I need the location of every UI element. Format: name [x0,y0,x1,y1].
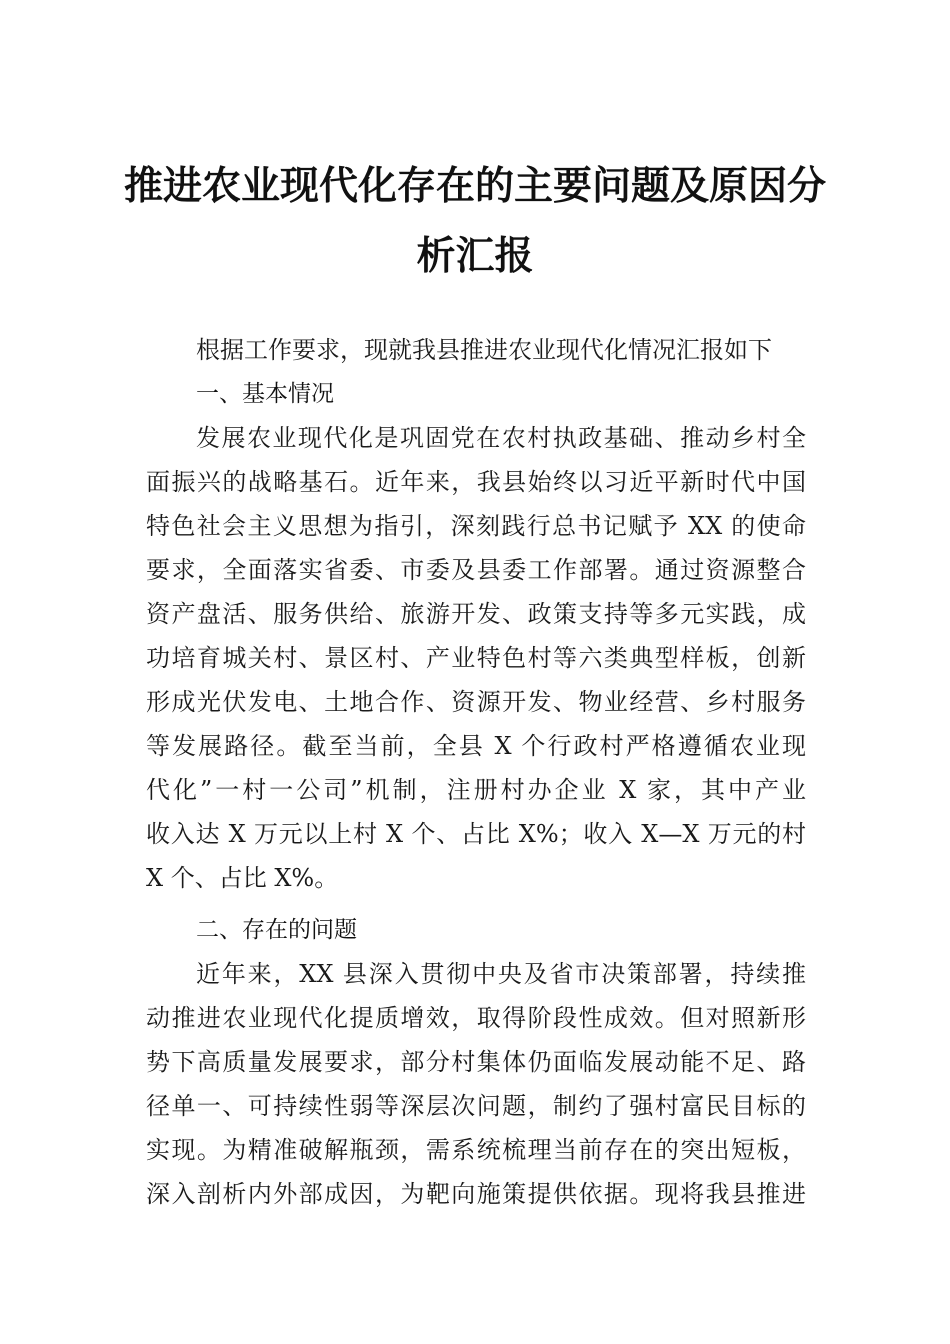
section-1-line: 形成光伏发电、土地合作、资源开发、物业经营、乡村服务 [146,688,806,716]
section-1-line: 面振兴的战略基石。近年来，我县始终以习近平新时代中国 [146,468,806,496]
section-2-line: 近年来，XX 县深入贯彻中央及省市决策部署，持续推 [196,960,806,988]
section-2-line: 动推进农业现代化提质增效，取得阶段性成效。但对照新形 [146,1004,806,1032]
section-1-heading: 一、基本情况 [196,381,334,407]
section-1-line: 特色社会主义思想为指引，深刻践行总书记赋予 XX 的使命 [146,512,806,540]
section-2-line: 势下高质量发展要求，部分村集体仍面临发展动能不足、路 [146,1048,806,1076]
section-2-heading: 二、存在的问题 [196,917,357,943]
intro-paragraph: 根据工作要求，现就我县推进农业现代化情况汇报如下 [196,336,772,364]
section-1-line: 要求，全面落实省委、市委及县委工作部署。通过资源整合 [146,556,806,584]
section-1-line: X 个、占比 X%。 [146,864,339,892]
section-1-line: 等发展路径。截至当前，全县 X 个行政村严格遵循农业现 [146,732,806,760]
section-1-line: 资产盘活、服务供给、旅游开发、政策支持等多元实践，成 [146,600,806,628]
section-2-line: 实现。为精准破解瓶颈，需系统梳理当前存在的突出短板， [146,1136,806,1164]
section-1-line: 发展农业现代化是巩固党在农村执政基础、推动乡村全 [196,424,806,452]
section-2-line: 径单一、可持续性弱等深层次问题，制约了强村富民目标的 [146,1092,806,1120]
section-1-line: 收入达 X 万元以上村 X 个、占比 X%；收入 X—X 万元的村 [146,820,806,848]
document-title-line-2: 析汇报 [416,233,534,279]
section-1-line: 功培育城关村、景区村、产业特色村等六类典型样板，创新 [146,644,806,672]
section-1-line: 代化”一村一公司”机制，注册村办企业 X 家，其中产业 [146,776,806,804]
section-2-line: 深入剖析内外部成因，为靶向施策提供依据。现将我县推进 [146,1180,806,1208]
document-title-line-1: 推进农业现代化存在的主要问题及原因分 [123,163,826,209]
